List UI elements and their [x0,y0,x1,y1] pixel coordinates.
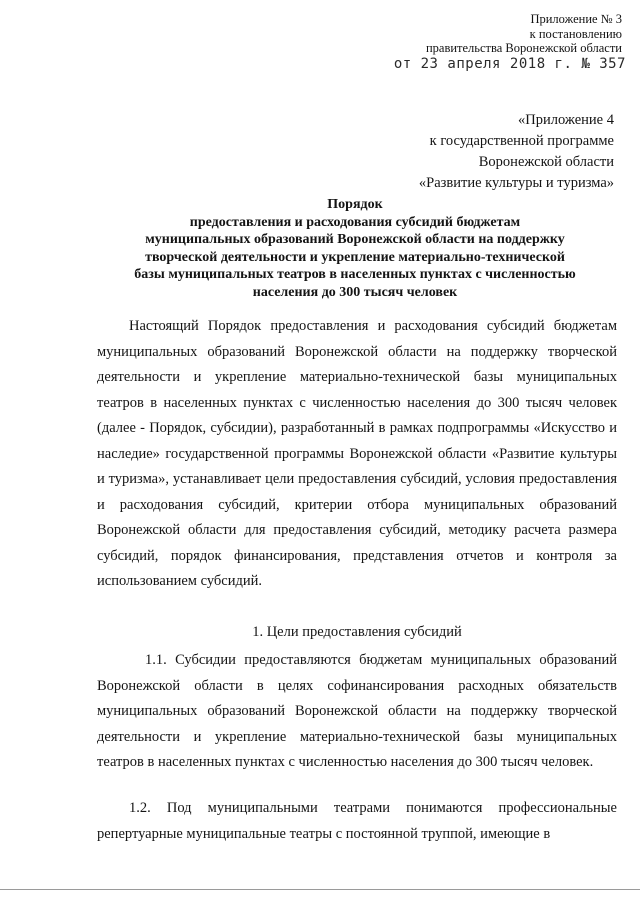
title-line: населения до 300 тысяч человек [252,284,458,300]
document-title [90,196,620,302]
title-line: предоставления и расходования субсидий бюджетам [189,214,521,230]
annex-program-ref: к государственной программе [429,133,614,149]
title-line: Порядок [327,197,383,212]
section-heading: 1. Цели предоставления субсидий [252,624,462,640]
header-resolution-ref: к постановлению [529,26,622,41]
intro-paragraph: Настоящий Порядок предоставления и расходования субсидий бюджетам муниципальных образований Воронежской области на поддержку творческой деятельности и укрепление материально-технической базы муниципальных театров в населенных пунктах с численностью населения до 300 тысяч человек (далее - Порядок, субсидии), разработанный в рамках подпрограммы «Искусство и наследие» государственной программы Воронежской области «Развитие культуры и туризма», устанавливает цели предоставления субсидий, условия предоставления и расходования субсидий, критерии отбора муниципальных образований Воронежской области для предоставления субсидий, методику расчета размера субсидий, порядок финансирования, представления отчетов и контроля за использованием субсидий. [97,318,617,589]
header-date-stamp: от 23 апреля 2018 г. № 357 [393,55,626,72]
title-line: муниципальных образований Воронежской области на поддержку [145,232,565,248]
program-annex-reference [419,110,614,194]
annex-number: «Приложение 4 [518,112,614,128]
resolution-header [393,12,626,72]
title-line: базы муниципальных театров в населенных пунктах с численностью [134,267,576,283]
header-government: правительства Воронежской области [425,41,622,55]
page-bottom-rule [0,889,640,890]
annex-region: Воронежской области [478,154,614,170]
paragraph-1-2: 1.2. Под муниципальными театрами понимаются профессиональные репертуарные муниципальные театры с постоянной труппой, имеющие в [97,800,617,842]
title-line: творческой деятельности и укрепление материально-технической [145,249,565,265]
paragraph-1-1: 1.1. Субсидии предоставляются бюджетам муниципальных образований Воронежской области в целях софинансирования расходных обязательств муниципальных образований Воронежской области на поддержку творческой деятельности и укрепление материально-технической базы муниципальных театров в населенных пунктах с численностью населения до 300 тысяч человек. [97,652,617,770]
header-annex-number: Приложение № 3 [530,12,622,26]
annex-program-name: «Развитие культуры и туризма» [418,175,614,191]
